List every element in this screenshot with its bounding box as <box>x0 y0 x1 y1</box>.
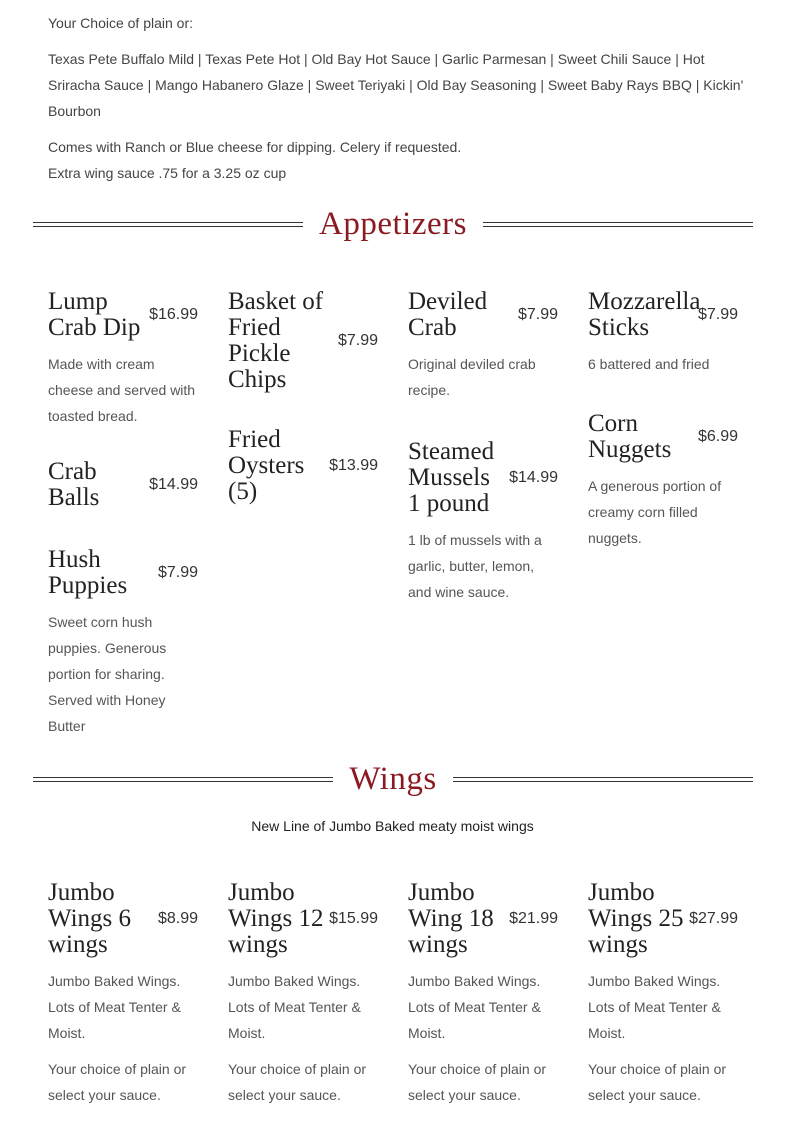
item-description: Jumbo Baked Wings. Lots of Meat Tenter & Moist. <box>408 973 541 1041</box>
menu-item <box>228 427 378 505</box>
item-description: A generous portion of creamy corn filled nuggets. <box>588 478 722 546</box>
item-price: $14.99 <box>509 469 558 486</box>
item-description: 6 battered and fried <box>588 356 710 372</box>
item-price: $13.99 <box>329 457 378 474</box>
item-description: 1 lb of mussels with a garlic, butter, lemon, and wine sauce. <box>408 532 542 600</box>
wings-item-4 <box>588 880 738 1118</box>
divider <box>483 222 753 227</box>
wing-sauce-info <box>48 10 748 186</box>
item-name: Deviled Crab <box>408 288 488 341</box>
item-description: Sweet corn hush puppies. Generous portion for sharing. Served with Honey Butter <box>48 614 167 734</box>
divider <box>33 777 333 782</box>
menu-item <box>588 289 738 377</box>
section-title: Appetizers <box>319 205 467 242</box>
wings-item-1 <box>48 880 198 1118</box>
item-description: Jumbo Baked Wings. Lots of Meat Tenter & Moist. <box>228 973 361 1041</box>
item-price: $6.99 <box>697 428 738 445</box>
appetizers-column-3 <box>408 289 558 627</box>
sauce-list: Texas Pete Buffalo Mild | Texas Pete Hot | Old Bay Hot Sauce | Garlic Parmesan | Sweet Chili Sauce | Hot Sriracha Sauce | Mango Habanero Glaze | Sweet Teriyaki | Old Bay Seasoning | Sweet Baby Rays BBQ | Kickin' Bourbon <box>48 51 744 119</box>
menu-item <box>48 289 198 429</box>
section-title: Wings <box>349 760 437 797</box>
menu-item <box>408 289 558 403</box>
menu-item <box>48 459 198 511</box>
item-name: Corn Nuggets <box>588 410 672 463</box>
item-name: Lump Crab Dip <box>48 288 141 341</box>
item-name: Hush Puppies <box>48 546 128 599</box>
item-description: Made with cream cheese and served with toasted bread. <box>48 356 196 424</box>
item-price: $15.99 <box>329 910 378 927</box>
item-price: $7.99 <box>517 306 558 323</box>
item-name: Mozzarella Sticks <box>588 288 701 341</box>
item-price: $7.99 <box>157 564 198 581</box>
appetizers-column-1 <box>48 289 198 761</box>
menu-item <box>228 289 378 393</box>
item-price: $8.99 <box>157 910 198 927</box>
item-price: $27.99 <box>689 910 738 927</box>
item-sauce-note: Your choice of plain or select your sauce. <box>408 1061 547 1103</box>
wings-subtitle: New Line of Jumbo Baked meaty moist wings <box>251 818 534 834</box>
dipping-note: Comes with Ranch or Blue cheese for dipping. Celery if requested. Extra wing sauce .75 for a 3.25 oz cup <box>48 139 462 181</box>
divider <box>453 777 753 782</box>
item-name: Jumbo Wings 12 wings <box>228 879 324 958</box>
appetizers-header <box>33 204 753 244</box>
item-description: Jumbo Baked Wings. Lots of Meat Tenter & Moist. <box>588 973 721 1041</box>
menu-item <box>408 439 558 605</box>
item-sauce-note: Your choice of plain or select your sauce. <box>228 1061 367 1103</box>
item-price: $16.99 <box>149 306 198 323</box>
item-name: Crab Balls <box>48 458 100 511</box>
item-name: Jumbo Wing 18 wings <box>408 879 494 958</box>
extra-sauce-note: Extra wing sauce .75 for a 3.25 oz cup <box>48 165 287 181</box>
item-name: Jumbo Wings 6 wings <box>48 879 132 958</box>
item-description: Original deviled crab recipe. <box>408 356 536 398</box>
item-description: Jumbo Baked Wings. Lots of Meat Tenter & Moist. <box>48 973 181 1041</box>
item-price: $21.99 <box>509 910 558 927</box>
item-name: Fried Oysters (5) <box>228 426 305 505</box>
item-price: $7.99 <box>698 306 739 323</box>
sauce-choice-label: Your Choice of plain or: <box>48 15 194 31</box>
appetizers-column-4 <box>588 289 738 573</box>
appetizers-column-2 <box>228 289 378 527</box>
item-name: Jumbo Wings 25 wings <box>588 879 684 958</box>
menu-item <box>588 411 738 551</box>
item-name: Basket of Fried Pickle Chips <box>228 288 324 393</box>
item-sauce-note: Your choice of plain or select your sauce. <box>48 1061 187 1103</box>
item-sauce-note: Your choice of plain or select your sauce. <box>588 1061 727 1103</box>
wings-header <box>33 759 753 799</box>
wings-item-3 <box>408 880 558 1118</box>
item-price: $14.99 <box>149 476 198 493</box>
item-name: Steamed Mussels 1 pound <box>408 438 495 517</box>
item-price: $7.99 <box>337 332 378 349</box>
wings-item-2 <box>228 880 378 1118</box>
menu-item <box>48 547 198 739</box>
divider <box>33 222 303 227</box>
